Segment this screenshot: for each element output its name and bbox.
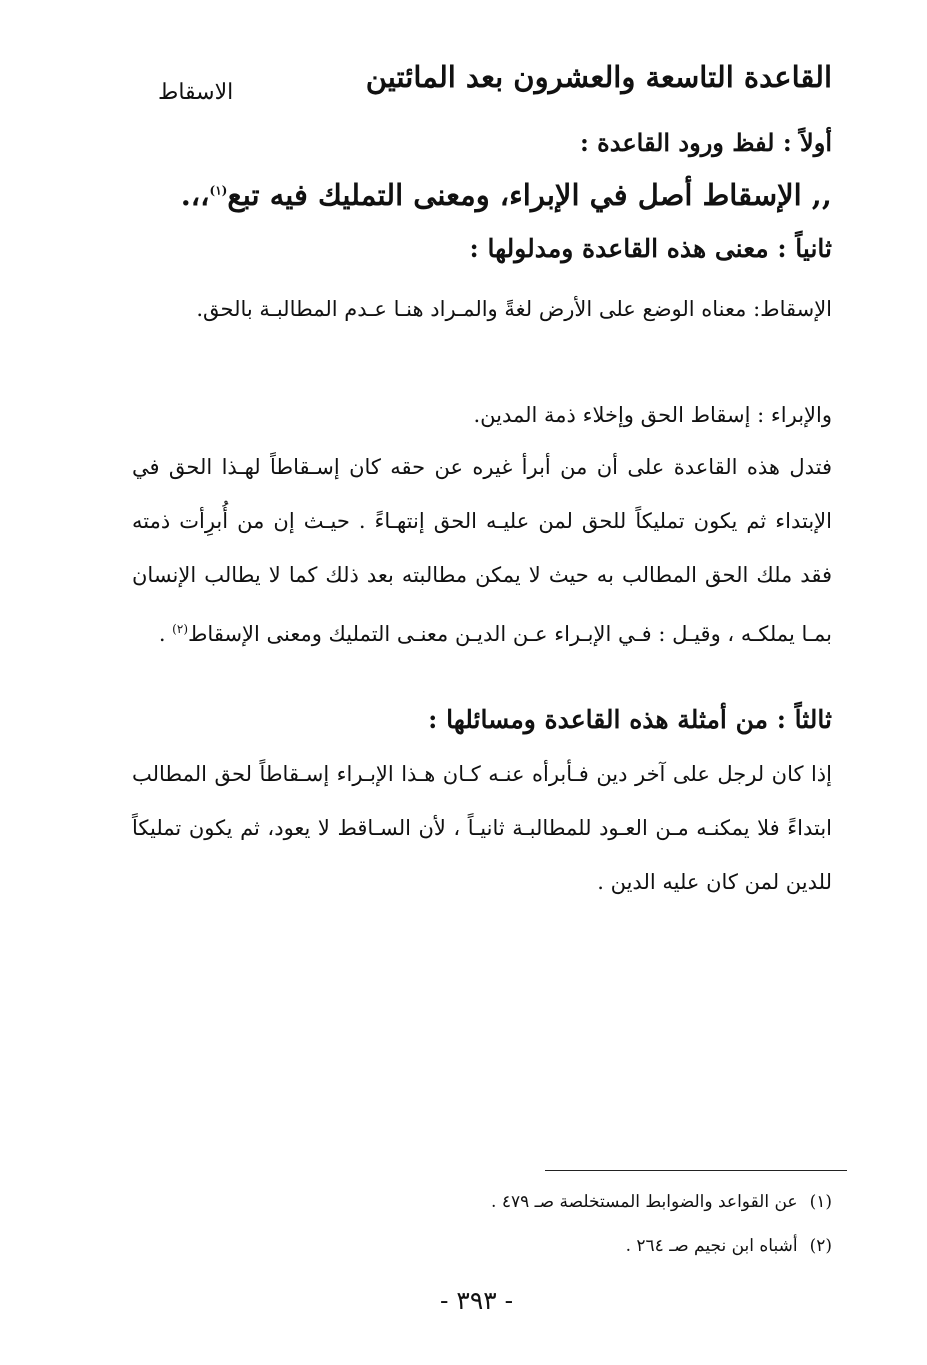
section-heading-second: ثانياً : معنى هذه القاعدة ومدلولها : bbox=[469, 234, 832, 263]
rule-title: القاعدة التاسعة والعشرون بعد المائتين bbox=[365, 60, 832, 94]
footnote-text: أشباه ابن نجيم صـ ٢٦٤ . bbox=[625, 1236, 798, 1256]
quote-close: ،،. bbox=[180, 178, 210, 212]
paragraph-definition-isqat: الإسقاط: معناه الوضع على الأرض لغةً والمـراد هنـا عـدم المطالبـة بالحق. bbox=[196, 297, 832, 321]
section-heading-third: ثالثاً : من أمثلة هذه القاعدة ومسائلها : bbox=[428, 705, 832, 734]
rule-text-quote bbox=[181, 178, 832, 212]
footnote-ref-2: (٢) bbox=[172, 622, 188, 636]
footnote-2 bbox=[626, 1236, 832, 1256]
footnote-divider bbox=[545, 1170, 847, 1171]
paragraph-definition-ibra: والإبراء : إسقاط الحق وإخلاء ذمة المدين. bbox=[473, 403, 832, 427]
section-heading-first: أولاً : لفظ ورود القاعدة : bbox=[579, 128, 832, 157]
paragraph-example: إذا كان لرجل على آخر دين فـأبرأه عنـه كـان هـذا الإبـراء إسـقاطاً لحق المطالب ابتداءً فلا يمكنـه مـن العـود للمطالبـة ثانيـاً ، لأن السـاقط لا يعود، ثم يكون تمليكاً للدين لمن كان عليه الدين . bbox=[132, 762, 832, 894]
rule-text: ,, الإسقاط أصل في الإبراء، ومعنى التمليك فيه تبع bbox=[227, 178, 832, 212]
footnote-number: (٢) bbox=[809, 1236, 832, 1256]
paragraph-explanation-end: . bbox=[158, 622, 173, 646]
page-number: - ٣٩٣ - bbox=[440, 1286, 514, 1315]
footnote-number: (١) bbox=[809, 1192, 832, 1212]
footnote-ref-1: (١) bbox=[209, 183, 228, 198]
footnote-1 bbox=[491, 1192, 832, 1212]
paragraph-explanation-text: فتدل هذه القاعدة على أن من أبرأ غيره عن حقه كان إسـقاطاً لهـذا الحق في الإبتداء ثم يكون تمليكاً للحق لمن عليـه الحق إنتهـاءً . حيـث إن من أُبرِأت ذمته فقد ملك الحق المطالب به حيث لا يمكن مطالبته بعد ذلك كما لا يطالب الإنسان بمـا يملكـه ، وقيـل : فـي الإبـراء عـن الديـن معنـى التمليك ومعنى الإسقاط bbox=[132, 455, 832, 646]
paragraph-explanation bbox=[132, 440, 832, 661]
running-head-topic: الاسقاط bbox=[158, 80, 234, 105]
footnote-text: عن القواعد والضوابط المستخلصة صـ ٤٧٩ . bbox=[491, 1192, 798, 1212]
